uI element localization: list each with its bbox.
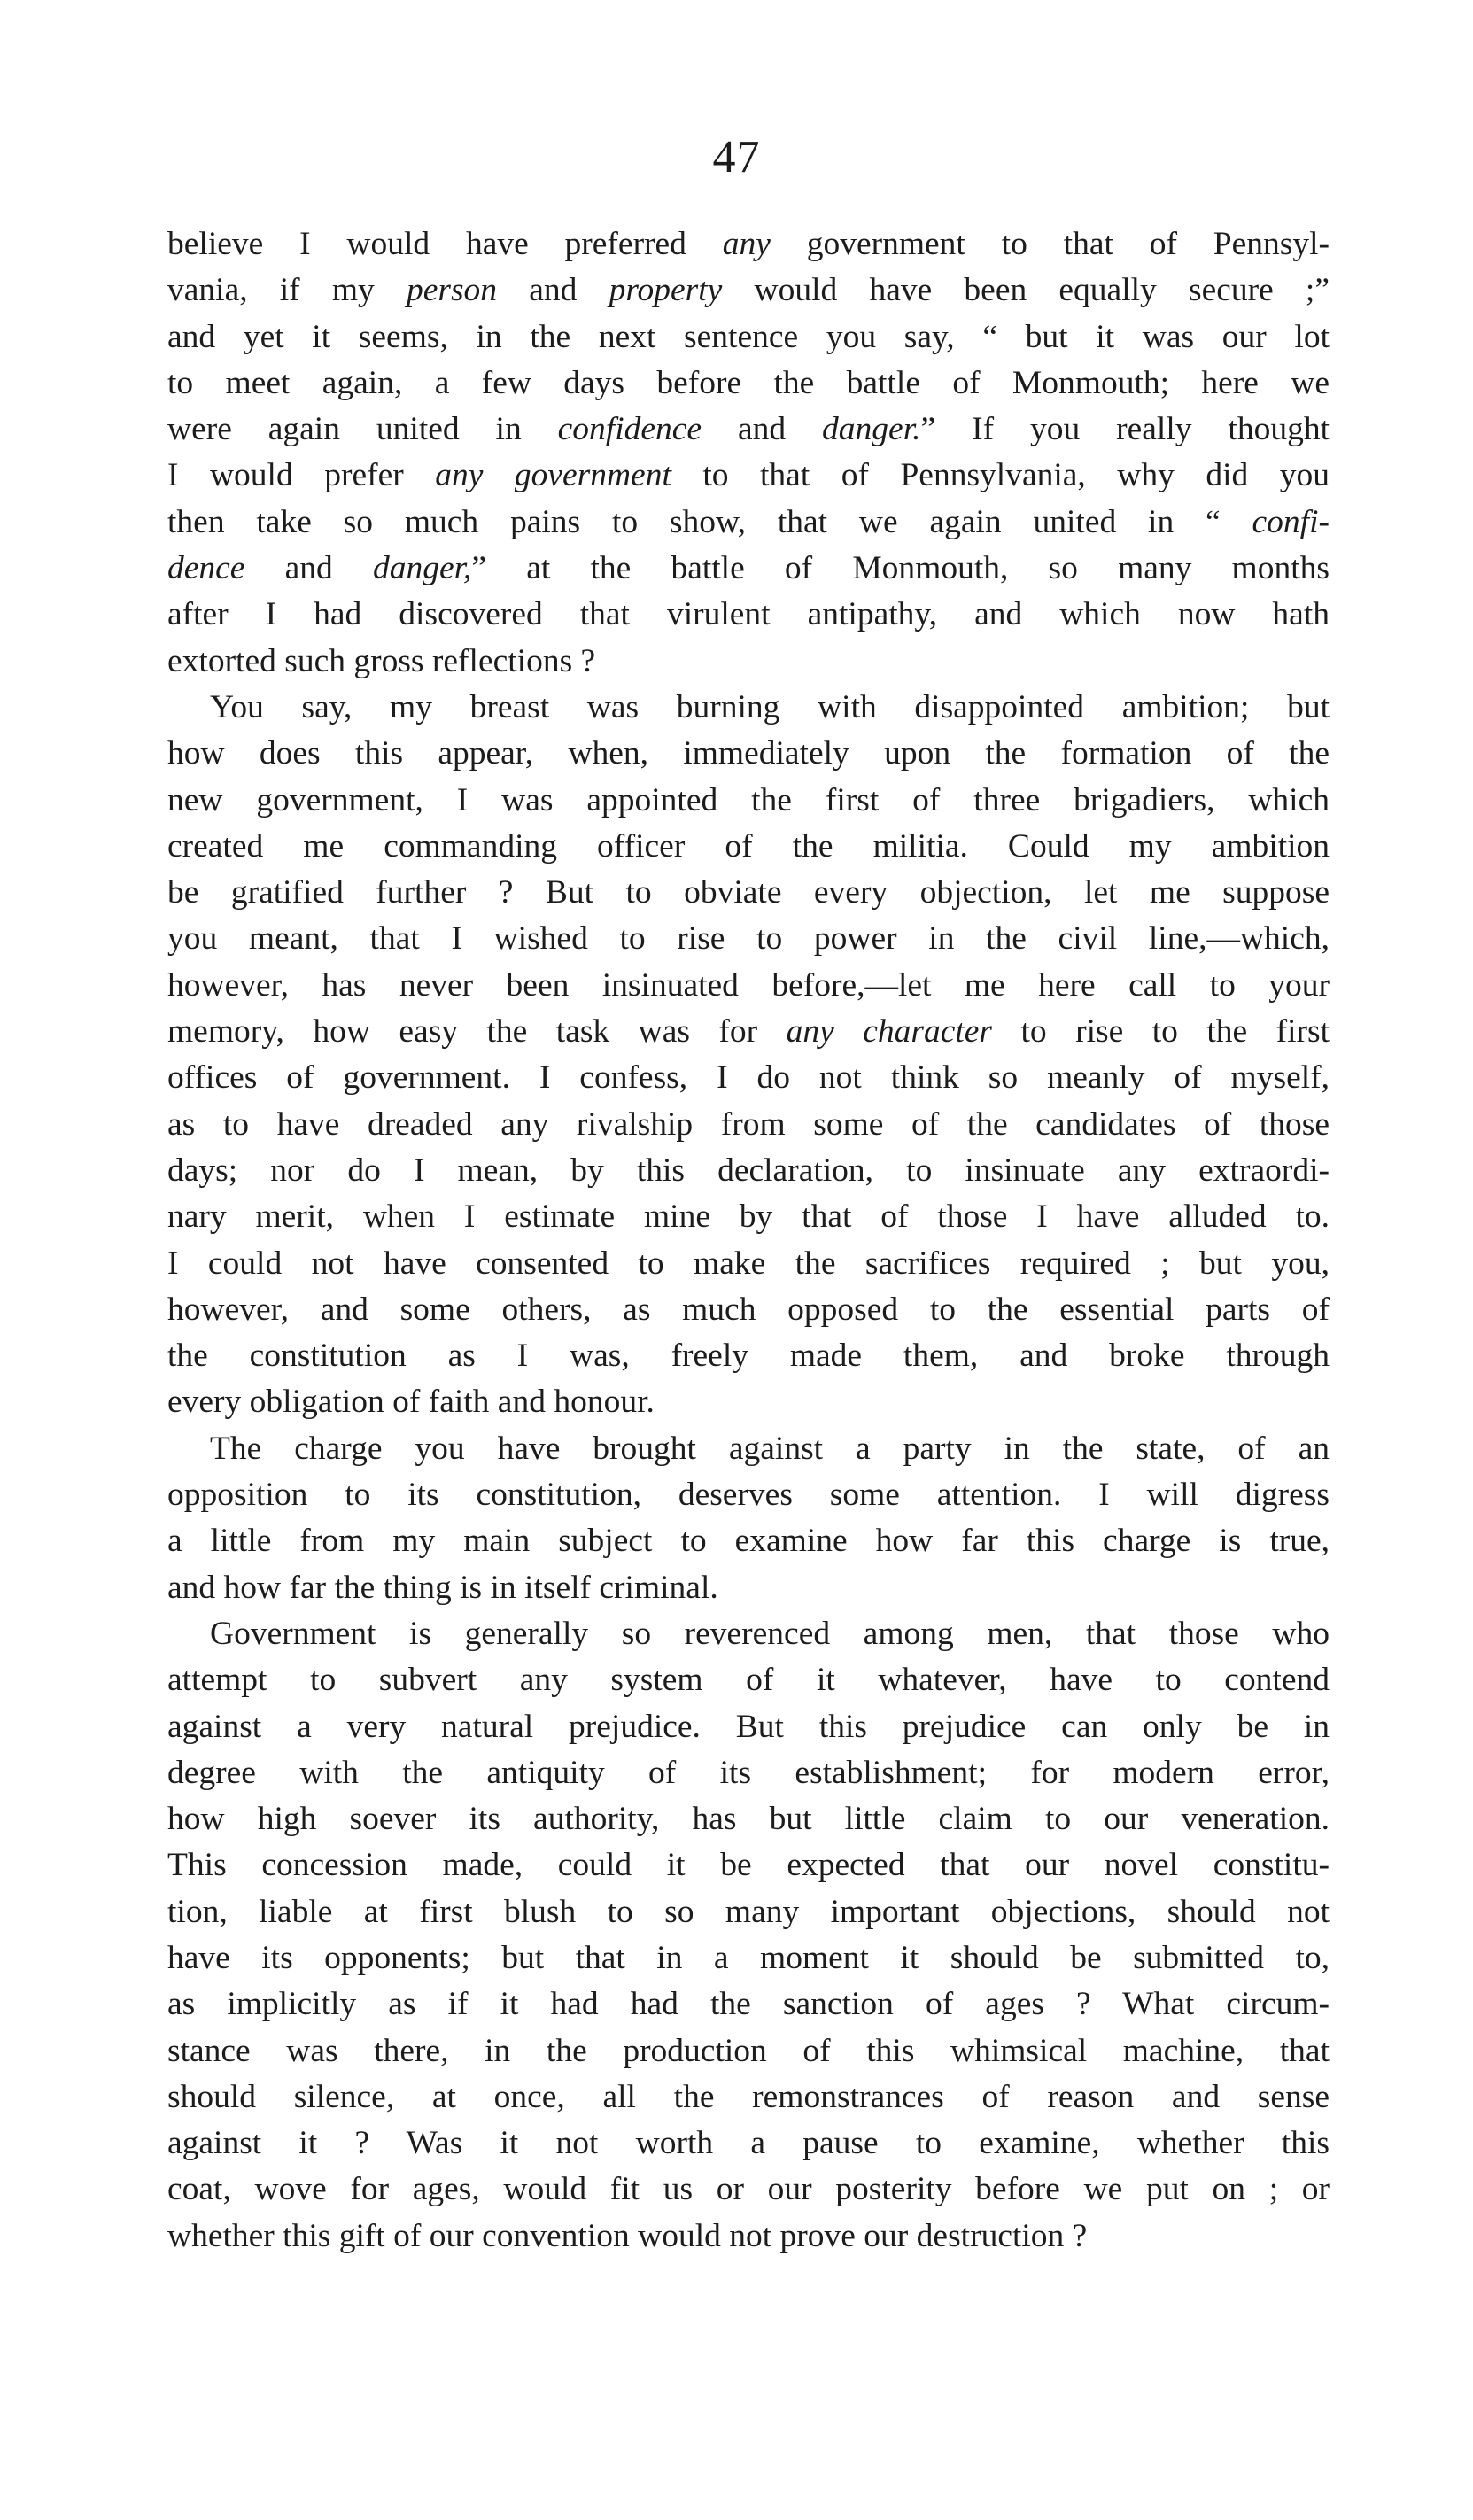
text-run: attempt to subvert any system of it whatever, have to contend bbox=[167, 1662, 1330, 1699]
text-line bbox=[167, 1935, 1330, 1981]
text-line bbox=[167, 407, 1330, 453]
paragraph bbox=[167, 221, 1330, 685]
paragraph bbox=[167, 1426, 1330, 1611]
text-run: you meant, that I wished to rise to power in the civil line,—which, bbox=[167, 920, 1330, 958]
text-run: believe I would have preferred bbox=[167, 226, 723, 262]
text-line bbox=[167, 824, 1330, 870]
text-line bbox=[167, 1241, 1330, 1287]
text-run: The charge you have brought against a party in the state, of an bbox=[210, 1430, 1330, 1467]
text-run: however, and some others, as much opposed to the essential parts of bbox=[167, 1291, 1330, 1328]
text-run: You say, my breast was burning with disappointed ambition; but bbox=[210, 688, 1330, 725]
text-run: and how far the thing is in itself criminal. bbox=[167, 1569, 718, 1606]
text-line bbox=[167, 1055, 1330, 1101]
text-run: government to that of Pennsyl- bbox=[770, 226, 1330, 262]
text-run: against a very natural prejudice. But this prejudice can only be in bbox=[167, 1708, 1330, 1745]
paragraph bbox=[167, 1611, 1330, 2260]
text-run: extorted such gross reflections ? bbox=[167, 642, 596, 679]
text-line bbox=[167, 1565, 1330, 1611]
text-run: as implicitly as if it had had the sanction of ages ? What circum- bbox=[167, 1986, 1330, 2023]
text-run: stance was there, in the production of this whimsical machine, that bbox=[167, 2032, 1330, 2069]
text-run: and bbox=[702, 411, 823, 448]
text-run: as to have dreaded any rivalship from some of the candidates of those bbox=[167, 1105, 1330, 1143]
text-run: every obligation of faith and honour. bbox=[167, 1384, 655, 1421]
italic-text: danger. bbox=[822, 411, 921, 448]
text-run: after I had discovered that virulent antipathy, and which now hath bbox=[167, 596, 1330, 633]
text-run: This concession made, could it be expected that our novel constitu- bbox=[167, 1847, 1330, 1884]
italic-text: person bbox=[406, 272, 498, 309]
text-line bbox=[167, 639, 1330, 685]
text-line bbox=[167, 1518, 1330, 1564]
text-run: to rise to the first bbox=[992, 1013, 1330, 1051]
text-run: to meet again, a few days before the battle of Monmouth; here we bbox=[167, 364, 1330, 401]
italic-text: confidence bbox=[557, 411, 702, 448]
text-line bbox=[167, 1796, 1330, 1842]
text-run: created me commanding officer of the militia. Could my ambition bbox=[167, 827, 1330, 865]
text-line bbox=[167, 1194, 1330, 1240]
text-run: how does this appear, when, immediately upon the formation of the bbox=[167, 735, 1330, 772]
text-line bbox=[167, 1009, 1330, 1055]
text-line bbox=[167, 2074, 1330, 2121]
text-line bbox=[167, 1657, 1330, 1703]
text-run: memory, how easy the task was for bbox=[167, 1013, 787, 1051]
text-line bbox=[167, 1287, 1330, 1333]
text-line bbox=[167, 1426, 1330, 1472]
text-run: I could not have consented to make the sacrifices required ; but you, bbox=[167, 1244, 1330, 1282]
text-line bbox=[167, 314, 1330, 361]
text-line bbox=[167, 268, 1330, 314]
text-line bbox=[167, 1333, 1330, 1379]
text-line bbox=[167, 685, 1330, 731]
text-run: nary merit, when I estimate mine by that of those I have alluded to. bbox=[167, 1198, 1330, 1236]
text-line bbox=[167, 2028, 1330, 2074]
text-run: coat, wove for ages, would fit us or our posterity before we put on ; or bbox=[167, 2171, 1330, 2208]
italic-text: danger, bbox=[372, 550, 472, 587]
text-line bbox=[167, 1102, 1330, 1148]
text-run: and yet it seems, in the next sentence you say, “ but it was our lot bbox=[167, 318, 1330, 355]
text-run: degree with the antiquity of its establishment; for modern error, bbox=[167, 1754, 1330, 1791]
text-line bbox=[167, 2167, 1330, 2213]
italic-text: any bbox=[722, 226, 771, 262]
text-line bbox=[167, 1704, 1330, 1750]
text-run: whether this gift of our convention would not prove our destruction ? bbox=[167, 2217, 1088, 2254]
text-run: vania, if my bbox=[167, 272, 407, 309]
text-run: and bbox=[497, 272, 609, 309]
text-run: offices of government. I confess, I do not think so meanly of myself, bbox=[167, 1059, 1330, 1097]
page-number: 47 bbox=[712, 132, 761, 182]
text-line bbox=[167, 870, 1330, 916]
text-run: Government is generally so reverenced among men, that those who bbox=[210, 1615, 1330, 1652]
text-run: the constitution as I was, freely made them, and broke through bbox=[167, 1338, 1330, 1375]
text-run: be gratified further ? But to obviate every objection, let me suppose bbox=[167, 874, 1330, 911]
text-run: would have been equally secure ;” bbox=[722, 272, 1330, 309]
body-text bbox=[167, 221, 1330, 2260]
paragraph bbox=[167, 685, 1330, 1426]
text-run: ” at the battle of Monmouth, so many months bbox=[471, 550, 1330, 587]
text-line bbox=[167, 731, 1330, 777]
text-run: then take so much pains to show, that we again united in “ bbox=[167, 503, 1252, 540]
text-line bbox=[167, 1889, 1330, 1935]
italic-text: any character bbox=[786, 1013, 993, 1051]
text-run: opposition to its constitution, deserves some attention. I will digress bbox=[167, 1477, 1330, 1514]
text-line bbox=[167, 221, 1330, 268]
text-line bbox=[167, 1611, 1330, 1657]
text-run: a little from my main subject to examine how far this charge is true, bbox=[167, 1523, 1330, 1560]
text-run: were again united in bbox=[167, 411, 558, 448]
text-line bbox=[167, 1981, 1330, 2028]
text-line bbox=[167, 592, 1330, 638]
text-line bbox=[167, 453, 1330, 499]
text-run: against it ? Was it not worth a pause to examine, whether this bbox=[167, 2125, 1330, 2162]
text-line bbox=[167, 2214, 1330, 2260]
text-line bbox=[167, 916, 1330, 962]
text-run: days; nor do I mean, by this declaration, to insinuate any extraordi- bbox=[167, 1151, 1330, 1189]
text-line bbox=[167, 1148, 1330, 1194]
italic-text: confi- bbox=[1252, 503, 1330, 540]
text-line bbox=[167, 1842, 1330, 1888]
text-run: should silence, at once, all the remonstrances of reason and sense bbox=[167, 2078, 1330, 2115]
text-line bbox=[167, 1750, 1330, 1796]
text-run: I would prefer bbox=[167, 457, 436, 494]
text-line bbox=[167, 1379, 1330, 1425]
italic-text: any government bbox=[435, 457, 671, 494]
text-run: have its opponents; but that in a moment it should be submitted to, bbox=[167, 1939, 1330, 1976]
text-run: ” If you really thought bbox=[920, 411, 1330, 448]
text-run: how high soever its authority, has but little claim to our veneration. bbox=[167, 1801, 1330, 1838]
text-line bbox=[167, 546, 1330, 592]
text-run: however, has never been insinuated before,—let me here call to your bbox=[167, 966, 1330, 1004]
text-run: and bbox=[244, 550, 373, 587]
text-run: to that of Pennsylvania, why did you bbox=[671, 457, 1330, 494]
italic-text: dence bbox=[167, 550, 245, 587]
text-line bbox=[167, 2121, 1330, 2167]
text-line bbox=[167, 778, 1330, 824]
italic-text: property bbox=[609, 272, 723, 309]
text-line bbox=[167, 500, 1330, 546]
text-line bbox=[167, 1472, 1330, 1518]
text-run: tion, liable at first blush to so many important objections, should not bbox=[167, 1893, 1330, 1930]
text-run: new government, I was appointed the first of three brigadiers, which bbox=[167, 781, 1330, 818]
text-line bbox=[167, 963, 1330, 1009]
text-line bbox=[167, 361, 1330, 407]
